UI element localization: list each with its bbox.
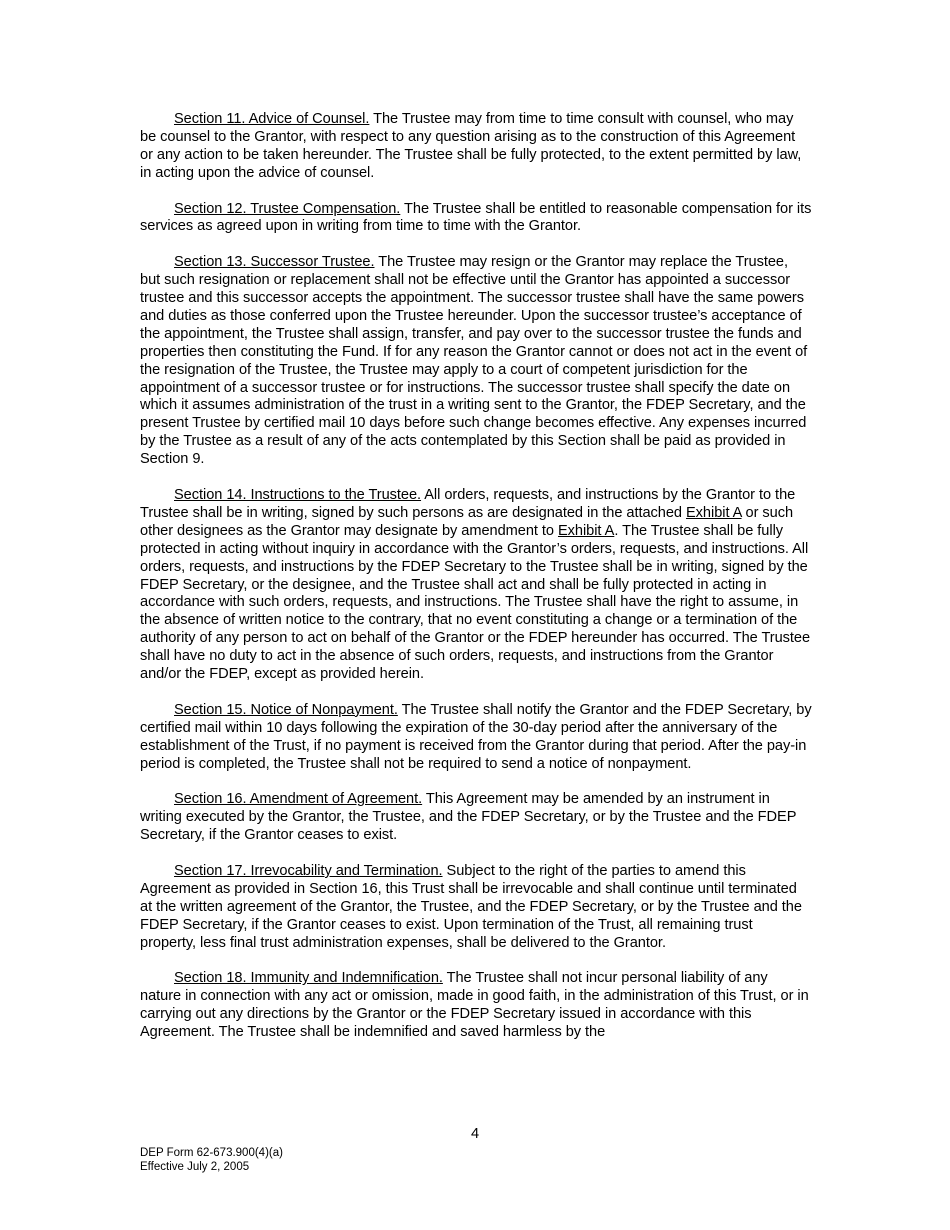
section-16-body: This Agreement may be amended by an instrument in writing executed by the Grantor, the Trustee, and the FDEP Secretary, or by the Trustee and the FDEP Secretary, if the Grantor ceases to exist. bbox=[140, 791, 797, 844]
section-13-heading: Section 13. Successor Trustee. bbox=[174, 254, 375, 271]
section-13-body: The Trustee may resign or the Grantor may replace the Trustee, but such resignation or replacement shall not be effective until the Grantor has appointed a successor trustee and this successor accepts the appointment. The successor trustee shall have the same powers and duties as those conferred upon the Trustee hereunder. Upon the successor trustee’s acceptance of the appointment, the Trustee shall assign, transfer, and pay over to the successor trustee the funds and properties then constituting the Fund. If for any reason the Grantor cannot or does not act in the event of the resignation of the Trustee, the Trustee may apply to a court of competent jurisdiction for the appointment of a successor trustee or for instructions. The successor trustee shall specify the date on which it assumes administration of the trust in a writing sent to the Grantor, the FDEP Secretary, and the present Trustee by certified mail 10 days before such change becomes effective. Any expenses incurred by the Trustee as a result of any of the acts contemplated by this Section shall be paid as provided in Section 9. bbox=[140, 254, 808, 468]
section-15-body: The Trustee shall notify the Grantor and the FDEP Secretary, by certified mail within 10 days following the expiration of the 30-day period after the anniversary of the establishment of the Trust, if no payment is received from the Grantor during that period. After the pay-in period is completed, the Trustee shall not be required to send a notice of nonpayment. bbox=[140, 701, 812, 772]
section-13 bbox=[140, 254, 812, 469]
section-15-heading: Section 15. Notice of Nonpayment. bbox=[174, 701, 398, 718]
section-14-heading: Section 14. Instructions to the Trustee. bbox=[174, 486, 422, 503]
section-17 bbox=[140, 863, 812, 953]
exhibit-a-reference: Exhibit A bbox=[686, 504, 742, 521]
section-14 bbox=[140, 487, 812, 684]
section-17-heading: Section 17. Irrevocability and Termination. bbox=[174, 862, 443, 879]
section-12-heading: Section 12. Trustee Compensation. bbox=[174, 200, 401, 217]
section-11 bbox=[140, 111, 812, 183]
section-18 bbox=[140, 970, 812, 1042]
page-number: 4 bbox=[470, 1126, 480, 1142]
section-12 bbox=[140, 201, 812, 237]
footer-form-number: DEP Form 62-673.900(4)(a) bbox=[140, 1147, 283, 1159]
exhibit-a-reference: Exhibit A bbox=[557, 522, 615, 539]
section-11-body: The Trustee may from time to time consult with counsel, who may be counsel to the Grantor, with respect to any question arising as to the construction of this Agreement or any action to be taken hereunder. The Trustee shall be fully protected, to the extent permitted by law, in acting upon the advice of counsel. bbox=[140, 111, 802, 181]
section-18-heading: Section 18. Immunity and Indemnification. bbox=[174, 970, 443, 987]
section-12-body: The Trustee shall be entitled to reasonable compensation for its services as agreed upon in writing from time to time with the Grantor. bbox=[140, 200, 812, 235]
footer-effective-date: Effective July 2, 2005 bbox=[140, 1161, 250, 1173]
section-18-body: The Trustee shall not incur personal liability of any nature in connection with any act or omission, made in good faith, in the administration of this Trust, or in carrying out any directions by the Grantor or the FDEP Secretary issued in accordance with this Agreement. The Trustee shall be indemnified and saved harmless by the bbox=[140, 970, 809, 1041]
section-14-body-part2: or such other designees as the Grantor may designate by amendment to bbox=[140, 504, 794, 539]
section-15 bbox=[140, 702, 812, 774]
footer bbox=[140, 1146, 283, 1174]
section-14-body-part1: All orders, requests, and instructions by the Grantor to the Trustee shall be in writing, signed by such persons as are designated in the attached bbox=[140, 486, 796, 521]
section-16 bbox=[140, 791, 812, 845]
section-11-heading: Section 11. Advice of Counsel. bbox=[174, 111, 370, 127]
section-14-body-part3: . The Trustee shall be fully protected in acting without inquiry in accordance with the Grantor’s orders, requests, and instructions. All orders, requests, and instructions by the FDEP Secretary to the Trustee shall be in writing, signed by the FDEP Secretary, or the designee, and the Trustee shall act and shall be fully protected in acting in accordance with such orders, requests, and instructions. The Trustee shall have the right to assume, in the absence of written notice to the contrary, that no event constituting a change or a termination of the authority of any person to act on behalf of the Grantor or the FDEP hereunder has occurred. The Trustee shall have no duty to act in the absence of such orders, requests, and instructions from the Grantor and/or the FDEP, except as provided herein. bbox=[140, 522, 811, 683]
section-17-body: Subject to the right of the parties to amend this Agreement as provided in Section 16, this Trust shall be irrevocable and shall continue until terminated at the written agreement of the Grantor, the Trustee, and the FDEP Secretary, or by the Trustee and the FDEP Secretary, if the Grantor ceases to exist. Upon termination of the Trust, all remaining trust property, less final trust administration expenses, shall be delivered to the Grantor. bbox=[140, 862, 802, 951]
section-16-heading: Section 16. Amendment of Agreement. bbox=[174, 791, 423, 808]
document-page bbox=[140, 111, 812, 1060]
